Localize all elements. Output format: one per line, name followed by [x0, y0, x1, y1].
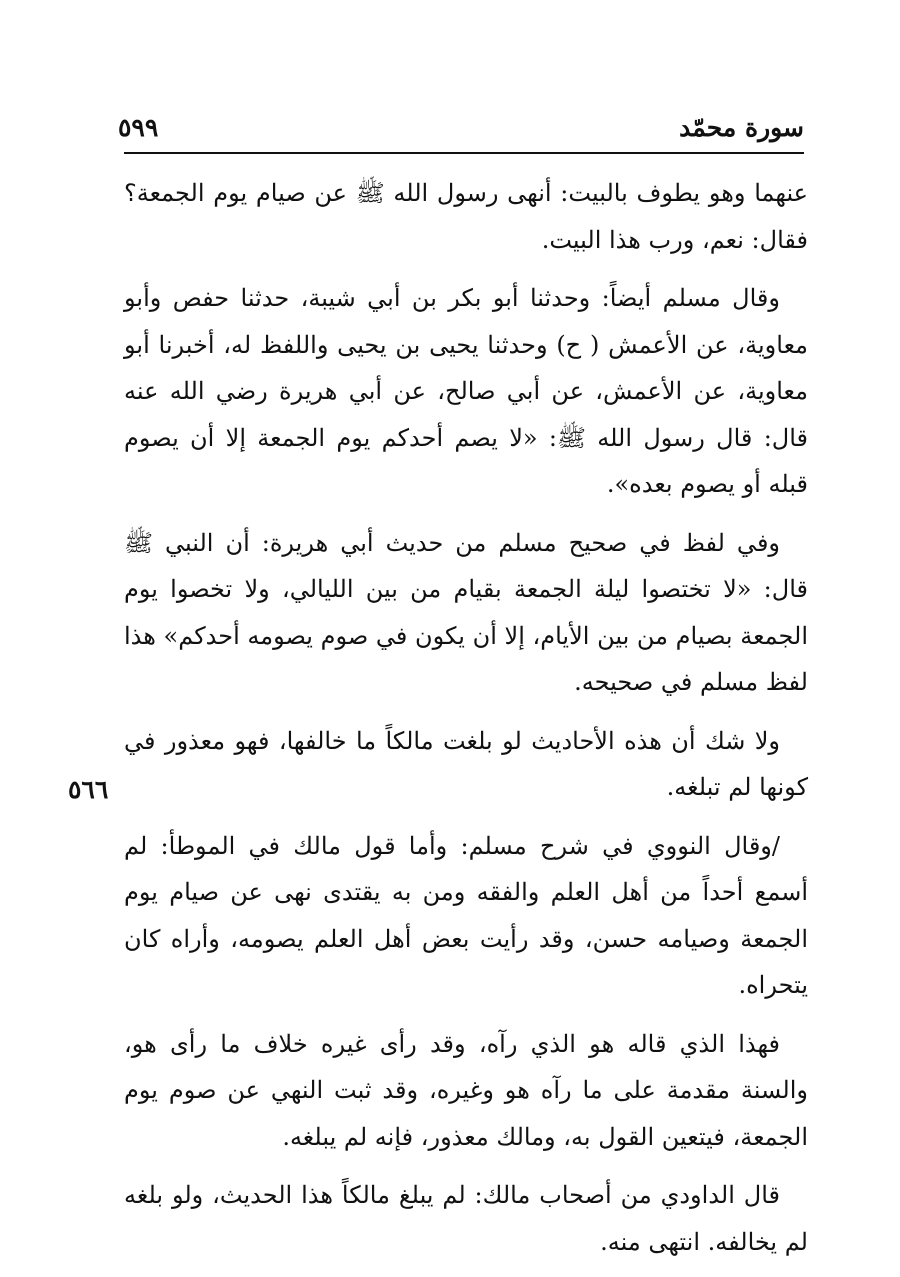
surah-title: سورة محمّد	[679, 113, 804, 142]
page-number: ٥٩٩	[118, 113, 159, 142]
header-divider	[124, 152, 804, 154]
main-text	[124, 170, 808, 1277]
margin-page-reference: ٥٦٦	[68, 775, 109, 804]
paragraph-7: قال الداودي من أصحاب مالك: لم يبلغ مالكاً هذا الحديث، ولو بلغه لم يخالفه. انتهى منه.	[124, 1181, 808, 1256]
paragraph-6: فهذا الذي قاله هو الذي رآه، وقد رأى غيره خلاف ما رأى هو، والسنة مقدمة على ما رآه هو وغيره، وقد ثبت النهي عن صوم يوم الجمعة، فيتعين القول به، ومالك معذور، فإنه لم يبلغه.	[124, 1029, 808, 1151]
paragraph-5-text: وقال النووي في شرح مسلم: وأما قول مالك في الموطأ: لم أسمع أحداً من أهل العلم والفقه ومن به يقتدى نهى عن صيام يوم الجمعة وصيامه حسن، وقد رأيت بعض أهل العلم يصومه، وأراه كان يتحراه.	[124, 831, 808, 999]
paragraph-5	[124, 823, 808, 1009]
paragraph-4: ولا شك أن هذه الأحاديث لو بلغت مالكاً ما خالفها، فهو معذور في كونها لم تبلغه.	[124, 726, 808, 801]
page-header	[118, 108, 804, 148]
paragraph-2: وقال مسلم أيضاً: وحدثنا أبو بكر بن أبي شيبة، حدثنا حفص وأبو معاوية، عن الأعمش ( ح) وحدثنا يحيى بن يحيى واللفظ له، أخبرنا أبو معاوية، عن الأعمش، عن أبي صالح، عن أبي هريرة رضي الله عنه قال: قال رسول الله ﷺ: «لا يصم أحدكم يوم الجمعة إلا أن يصوم قبله أو يصوم بعده».	[124, 284, 808, 498]
paragraph-1: عنهما وهو يطوف بالبيت: أنهى رسول الله ﷺ عن صيام يوم الجمعة؟ فقال: نعم، ورب هذا البيت.	[124, 179, 809, 254]
paragraph-3: وفي لفظ في صحيح مسلم من حديث أبي هريرة: أن النبي ﷺ قال: «لا تختصوا ليلة الجمعة بقيام من بين الليالي، ولا تخصوا يوم الجمعة بصيام من بين الأيام، إلا أن يكون في صوم يصومه أحدكم» هذا لفظ مسلم في صحيحه.	[124, 528, 808, 696]
page-break-mark: /	[771, 831, 780, 860]
